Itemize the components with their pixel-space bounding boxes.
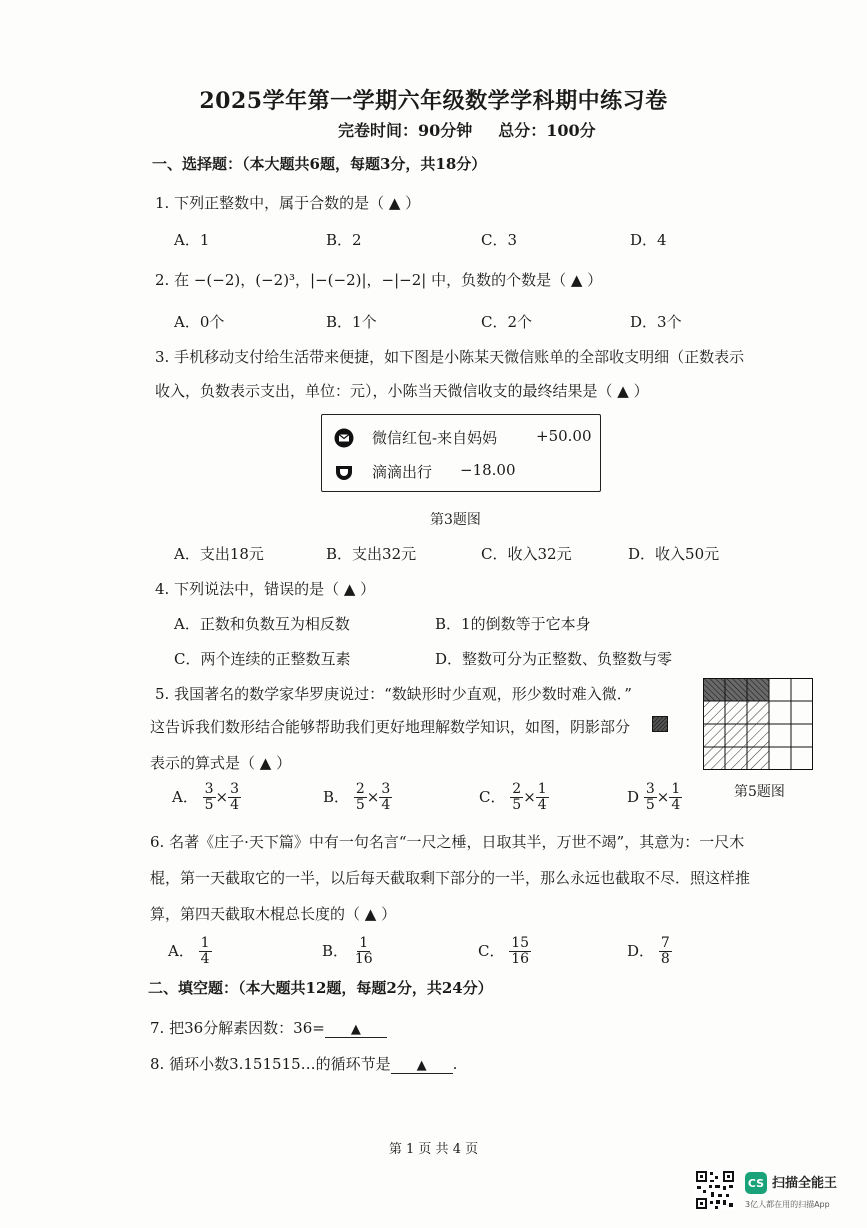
fraction: $\frac{1}{4}$ (200, 935, 210, 968)
q1-option-d: D．4 (630, 231, 667, 249)
question-2: 2. 在 −(−2)，(−2)³，|−(−2)|，−|−2| 中，负数的个数是（ ▲ ） (155, 271, 603, 289)
qr-code-icon (695, 1170, 735, 1210)
question-5-line-2: 这告诉我们数形结合能够帮助我们更好地理解数学知识，如图，阴影部分 (150, 718, 631, 736)
question-5-line-1: 5. 我国著名的数学家华罗庚说过：“数缺形时少直观，形少数时难入微．” (155, 685, 632, 703)
answer-blank[interactable]: ▲ (391, 1058, 453, 1074)
question-3-line-2: 收入，负数表示支出，单位：元），小陈当天微信收支的最终结果是（ ▲ ） (155, 382, 649, 400)
page-number: 第 1 页 共 4 页 (388, 1142, 479, 1157)
q6-option-b: B． $\frac{1}{16}$ (322, 935, 373, 968)
question-8: 8. 循环小数3.151515…的循环节是 ▲ . (150, 1055, 458, 1073)
exam-total-score: 总分：100分 (498, 121, 596, 140)
scanner-tagline: 3亿人都在用的扫描App (745, 1200, 830, 1209)
envelope-icon (334, 428, 354, 448)
q2-option-a: A．0个 (174, 313, 225, 331)
didi-icon (334, 462, 354, 482)
q1-option-a: A．1 (174, 231, 210, 249)
q5-option-a: A． $\frac{3}{5}$ × $\frac{3}{4}$ (172, 781, 240, 814)
q3-option-b: B．支出32元 (326, 545, 417, 563)
section-heading-fill-blank: 二、填空题：（本大题共12题，每题2分，共24分） (148, 979, 493, 997)
fraction: $\frac{7}{8}$ (660, 935, 670, 968)
q6-option-a: A． $\frac{1}{4}$ (168, 935, 210, 968)
exam-time: 完卷时间：90分钟 (338, 121, 473, 140)
wechat-bill-box (321, 414, 601, 492)
q4-option-a: A．正数和负数互为相反数 (174, 615, 350, 633)
bill-row-didi (334, 461, 432, 482)
fraction: $\frac{3}{5}$ (645, 781, 655, 814)
shaded-square-icon (652, 716, 668, 732)
q5-option-d: D $\frac{3}{5}$ × $\frac{1}{4}$ (627, 781, 681, 814)
fraction: $\frac{1}{4}$ (671, 781, 681, 814)
q6-option-d: D． $\frac{7}{8}$ (627, 935, 670, 968)
bill-label: 微信红包-来自妈妈 (372, 429, 498, 447)
answer-blank[interactable]: ▲ (325, 1022, 387, 1038)
q2-option-d: D．3个 (630, 313, 682, 331)
q4-option-d: D．整数可分为正整数、负整数与零 (435, 650, 673, 668)
fraction: $\frac{3}{4}$ (381, 781, 391, 814)
exam-meta (338, 118, 622, 141)
q5-option-c: C． $\frac{2}{5}$ × $\frac{1}{4}$ (479, 781, 547, 814)
fraction-grid-figure (703, 678, 813, 770)
q5-option-b: B． $\frac{2}{5}$ × $\frac{3}{4}$ (323, 781, 391, 814)
q3-option-a: A．支出18元 (174, 545, 264, 563)
question-3-line-1: 3. 手机移动支付给生活带来便捷，如下图是小陈某天微信账单的全部收支明细（正数表示 (155, 348, 745, 366)
bill-amount: −18.00 (460, 461, 516, 479)
fraction: $\frac{2}{5}$ (355, 781, 365, 814)
q3-option-d: D．收入50元 (628, 545, 720, 563)
q2-option-c: C．2个 (481, 313, 533, 331)
q2-option-b: B．1个 (326, 313, 377, 331)
camscanner-logo: CS (745, 1172, 767, 1194)
q4-option-c: C．两个连续的正整数互素 (174, 650, 351, 668)
figure-caption-q3: 第3题图 (430, 512, 481, 528)
figure-caption-q5: 第5题图 (734, 784, 785, 800)
q3-option-c: C．收入32元 (481, 545, 572, 563)
fraction: $\frac{3}{5}$ (204, 781, 214, 814)
bill-label: 滴滴出行 (372, 463, 433, 481)
page-title: 2025学年第一学期六年级数学学科期中练习卷 (199, 88, 668, 114)
section-heading-choice: 一、选择题：（本大题共6题，每题3分，共18分） (152, 155, 487, 173)
bill-amount: +50.00 (536, 427, 592, 445)
question-5-line-3: 表示的算式是（ ▲ ） (150, 754, 292, 772)
fraction: $\frac{1}{4}$ (537, 781, 547, 814)
question-4: 4. 下列说法中，错误的是（ ▲ ） (155, 580, 376, 598)
question-6-line-3: 算，第四天截取木棍总长度的（ ▲ ） (150, 905, 397, 923)
question-6-line-1: 6. 名著《庄子·天下篇》中有一句名言“一尺之棰，日取其半，万世不竭”，其意为：一尺木 (150, 833, 745, 851)
q1-option-c: C．3 (481, 231, 518, 249)
bill-row-red-packet (334, 427, 497, 448)
question-7: 7. 把36分解素因数：36= ▲ (150, 1017, 387, 1038)
fraction: $\frac{15}{16}$ (511, 935, 530, 968)
fraction: $\frac{2}{5}$ (512, 781, 522, 814)
scanner-app-name: 扫描全能王 (772, 1176, 838, 1191)
fraction: $\frac{3}{4}$ (230, 781, 240, 814)
q1-option-b: B．2 (326, 231, 362, 249)
q4-option-b: B．1的倒数等于它本身 (435, 615, 591, 633)
question-1: 1. 下列正整数中，属于合数的是（ ▲ ） (155, 194, 421, 212)
q6-option-c: C． $\frac{15}{16}$ (478, 935, 530, 968)
question-6-line-2: 棍，第一天截取它的一半，以后每天截取剩下部分的一半，那么永远也截取不尽．照这样推 (150, 869, 751, 887)
fraction: $\frac{1}{16}$ (354, 935, 373, 968)
